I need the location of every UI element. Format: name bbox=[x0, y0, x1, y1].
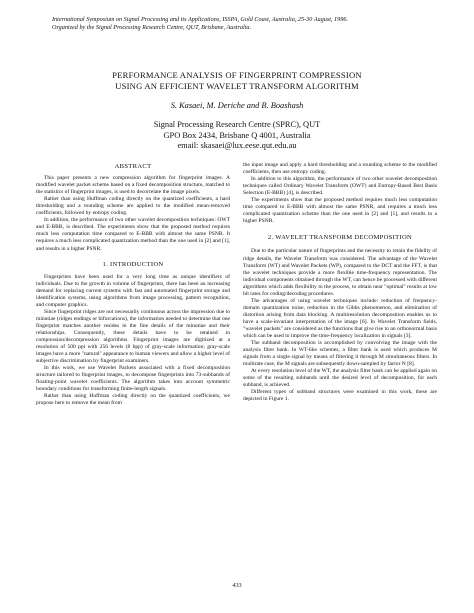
paper-authors: S. Kasaei, M. Deriche and B. Boashash bbox=[170, 101, 304, 110]
affiliation-line-1: Signal Processing Research Centre (SPRC), QUT bbox=[153, 120, 321, 129]
paper-title-line-1: PERFORMANCE ANALYSIS OF FINGERPRINT COMPRESSION bbox=[112, 70, 362, 80]
wavelet-paragraph-2: The advantages of using wavelet techniques include: reduction of frequency-domain quantization noise, reduction in the Gibbs phenomenon, and elimination of distortion arising from data blocking. A multiresolution decomposition enables us to have a scale-invariant interpretation of the image [6]. In Wavelet Transform fields, "wavelet packets" are considered as the functions that give rise to an orthonormal basis which can be used to improve the time-frequency localization in signals [3]. bbox=[243, 297, 437, 340]
page-number: 433 bbox=[232, 582, 242, 589]
wavelet-paragraph-3: The subband decomposition is accomplished by convolving the image with the analysis filter bank. In WT-like schemes, a filter bank is used which produces M signals from a single signal by means of filtering it through M simultaneous filters. In multirate case, the M signals are subsequently down-sampled by factor N [8]. bbox=[243, 340, 437, 368]
introduction-paragraph-1: Fingerprints have been used for a very long time as unique identifiers of individuals. Due to the growth in volume of fingerprints, there has been an increasing demand for replacing current systems with fast and automated fingerprint storage and identification systems, using algorithms from image processing, pattern recognition, and computer graphics. bbox=[36, 273, 230, 308]
wavelet-paragraph-1: Due to the particular nature of fingerprints and the necessity to retain the fidelity of ridge details, the Wavelet Transform was considered. The advantage of the Wavelet Transform (WT) and Wavelet Packets (WP), compared to the DCT and the FFT, is that the wavelet techniques provide a more flexible time-frequency representation. The individual components obtained through the WT, can hence be processed with different algorithms which adds flexibility to the process, to obtain near "optimal" results at low bit rates for coding/decoding procedures. bbox=[243, 248, 437, 297]
left-column bbox=[36, 163, 230, 408]
running-head-line-2: Organized by the Signal Processing Research Centre, QUT, Brisbane, Australia. bbox=[52, 24, 252, 31]
running-head bbox=[52, 16, 432, 32]
introduction-paragraph-3: In this work, we use Wavelet Packets associated with a fixed decomposition structure tailored to fingerprint images, to decompose fingerprints into 73-subbands of floating-point wavelet coefficients. The algorithm takes into account symmetric boundary conditions for transforming finite-length signals. bbox=[36, 365, 230, 393]
right-column bbox=[243, 162, 437, 404]
affiliation-line-2: GPO Box 2434, Brisbane Q 4001, Australia bbox=[163, 130, 311, 140]
wavelet-paragraph-5: Different types of subband structures were examined in this work, these are depicted in Figure 1. bbox=[243, 389, 437, 403]
continued-paragraph-2: In addition to this algorithm, the performance of two other wavelet decomposition techniques called Ordinary Wavelet Transform (OWT) and Entropy-Based Best Basis Selection (E-BBB) [4], is described. bbox=[243, 176, 437, 197]
running-head-line-1: International Symposium on Signal Processing and its Applications, ISSPA, Gold Coast, Australia, 25-30 August, 1996. bbox=[52, 16, 348, 23]
continued-paragraph-3: The experiments show that the proposed method requires much less computation time compared to E-BBB with almost the same PSNR, and requires a much less complicated quantization scheme than the one used in [2] and [1], and results in a higher PSNR. bbox=[243, 197, 437, 225]
affiliation-email: email: skasaei@lux.eese.qut.edu.au bbox=[177, 141, 297, 150]
wavelet-section-heading: 2. WAVELET TRANSFORM DECOMPOSITION bbox=[267, 234, 413, 242]
introduction-heading: 1. INTRODUCTION bbox=[102, 260, 164, 268]
continued-paragraph-1: the input image and apply a hard thresholding and a rounding scheme to the modified coefficients, then use entropy coding. bbox=[243, 162, 437, 176]
abstract-heading: ABSTRACT bbox=[114, 163, 152, 170]
author-affiliation bbox=[40, 120, 434, 152]
abstract-paragraph-2: Rather than using Huffman coding directly on the quantized coefficients, a hard thresholding and a rounding scheme are applied to the modified mean-removed coefficients, followed by entropy coding. bbox=[36, 196, 230, 217]
abstract-paragraph-3: In addition, the performance of two other wavelet decomposition techniques: OWT and E-BBB, is described. The experiments show that the proposed method requires much less computation time compared to E-BBB with almost the same PSNR. It requires a much less complicated quantization method than the one used in [2] and [1], and results in a higher PSNR. bbox=[36, 217, 230, 252]
wavelet-paragraph-4: At every resolution level of the WT, the analysis filter bank can be applied again on some of the resulting subbands until the desired level of decomposition, for each subband, is achieved. bbox=[243, 368, 437, 389]
introduction-paragraph-2: Since fingerprint ridges are not necessarily continuous across the impression due to minutiae (ridges endings or bifurcations), the information needed to determine that one fingerprint matches another resides in the fine details of the minutiae and their relationships. Consequently, these details have to be retained in compression/decompression algorithms. Fingerprint images are digitized at a resolution of 500 ppi with 256 levels (8 bpp) of gray-scale information; gray-scale images have a more "natural" appearance to human viewers and allow a higher level of subjective discrimination by fingerprint examiners. bbox=[36, 308, 230, 365]
introduction-paragraph-4: Rather than using Huffman coding directly on the quantized coefficients, we propose here to remove the mean from bbox=[36, 393, 230, 407]
paper-title-line-2: USING AN EFFICIENT WAVELET TRANSFORM ALGORITHM bbox=[115, 81, 359, 91]
paper-title bbox=[40, 70, 434, 92]
abstract-paragraph-1: This paper presents a new compression algorithm for fingerprint images. A modified wavelet packet scheme based on a fixed decomposition structure, matched to the statistics of fingerprint images, is used to decorrelate the image pixels. bbox=[36, 175, 230, 196]
